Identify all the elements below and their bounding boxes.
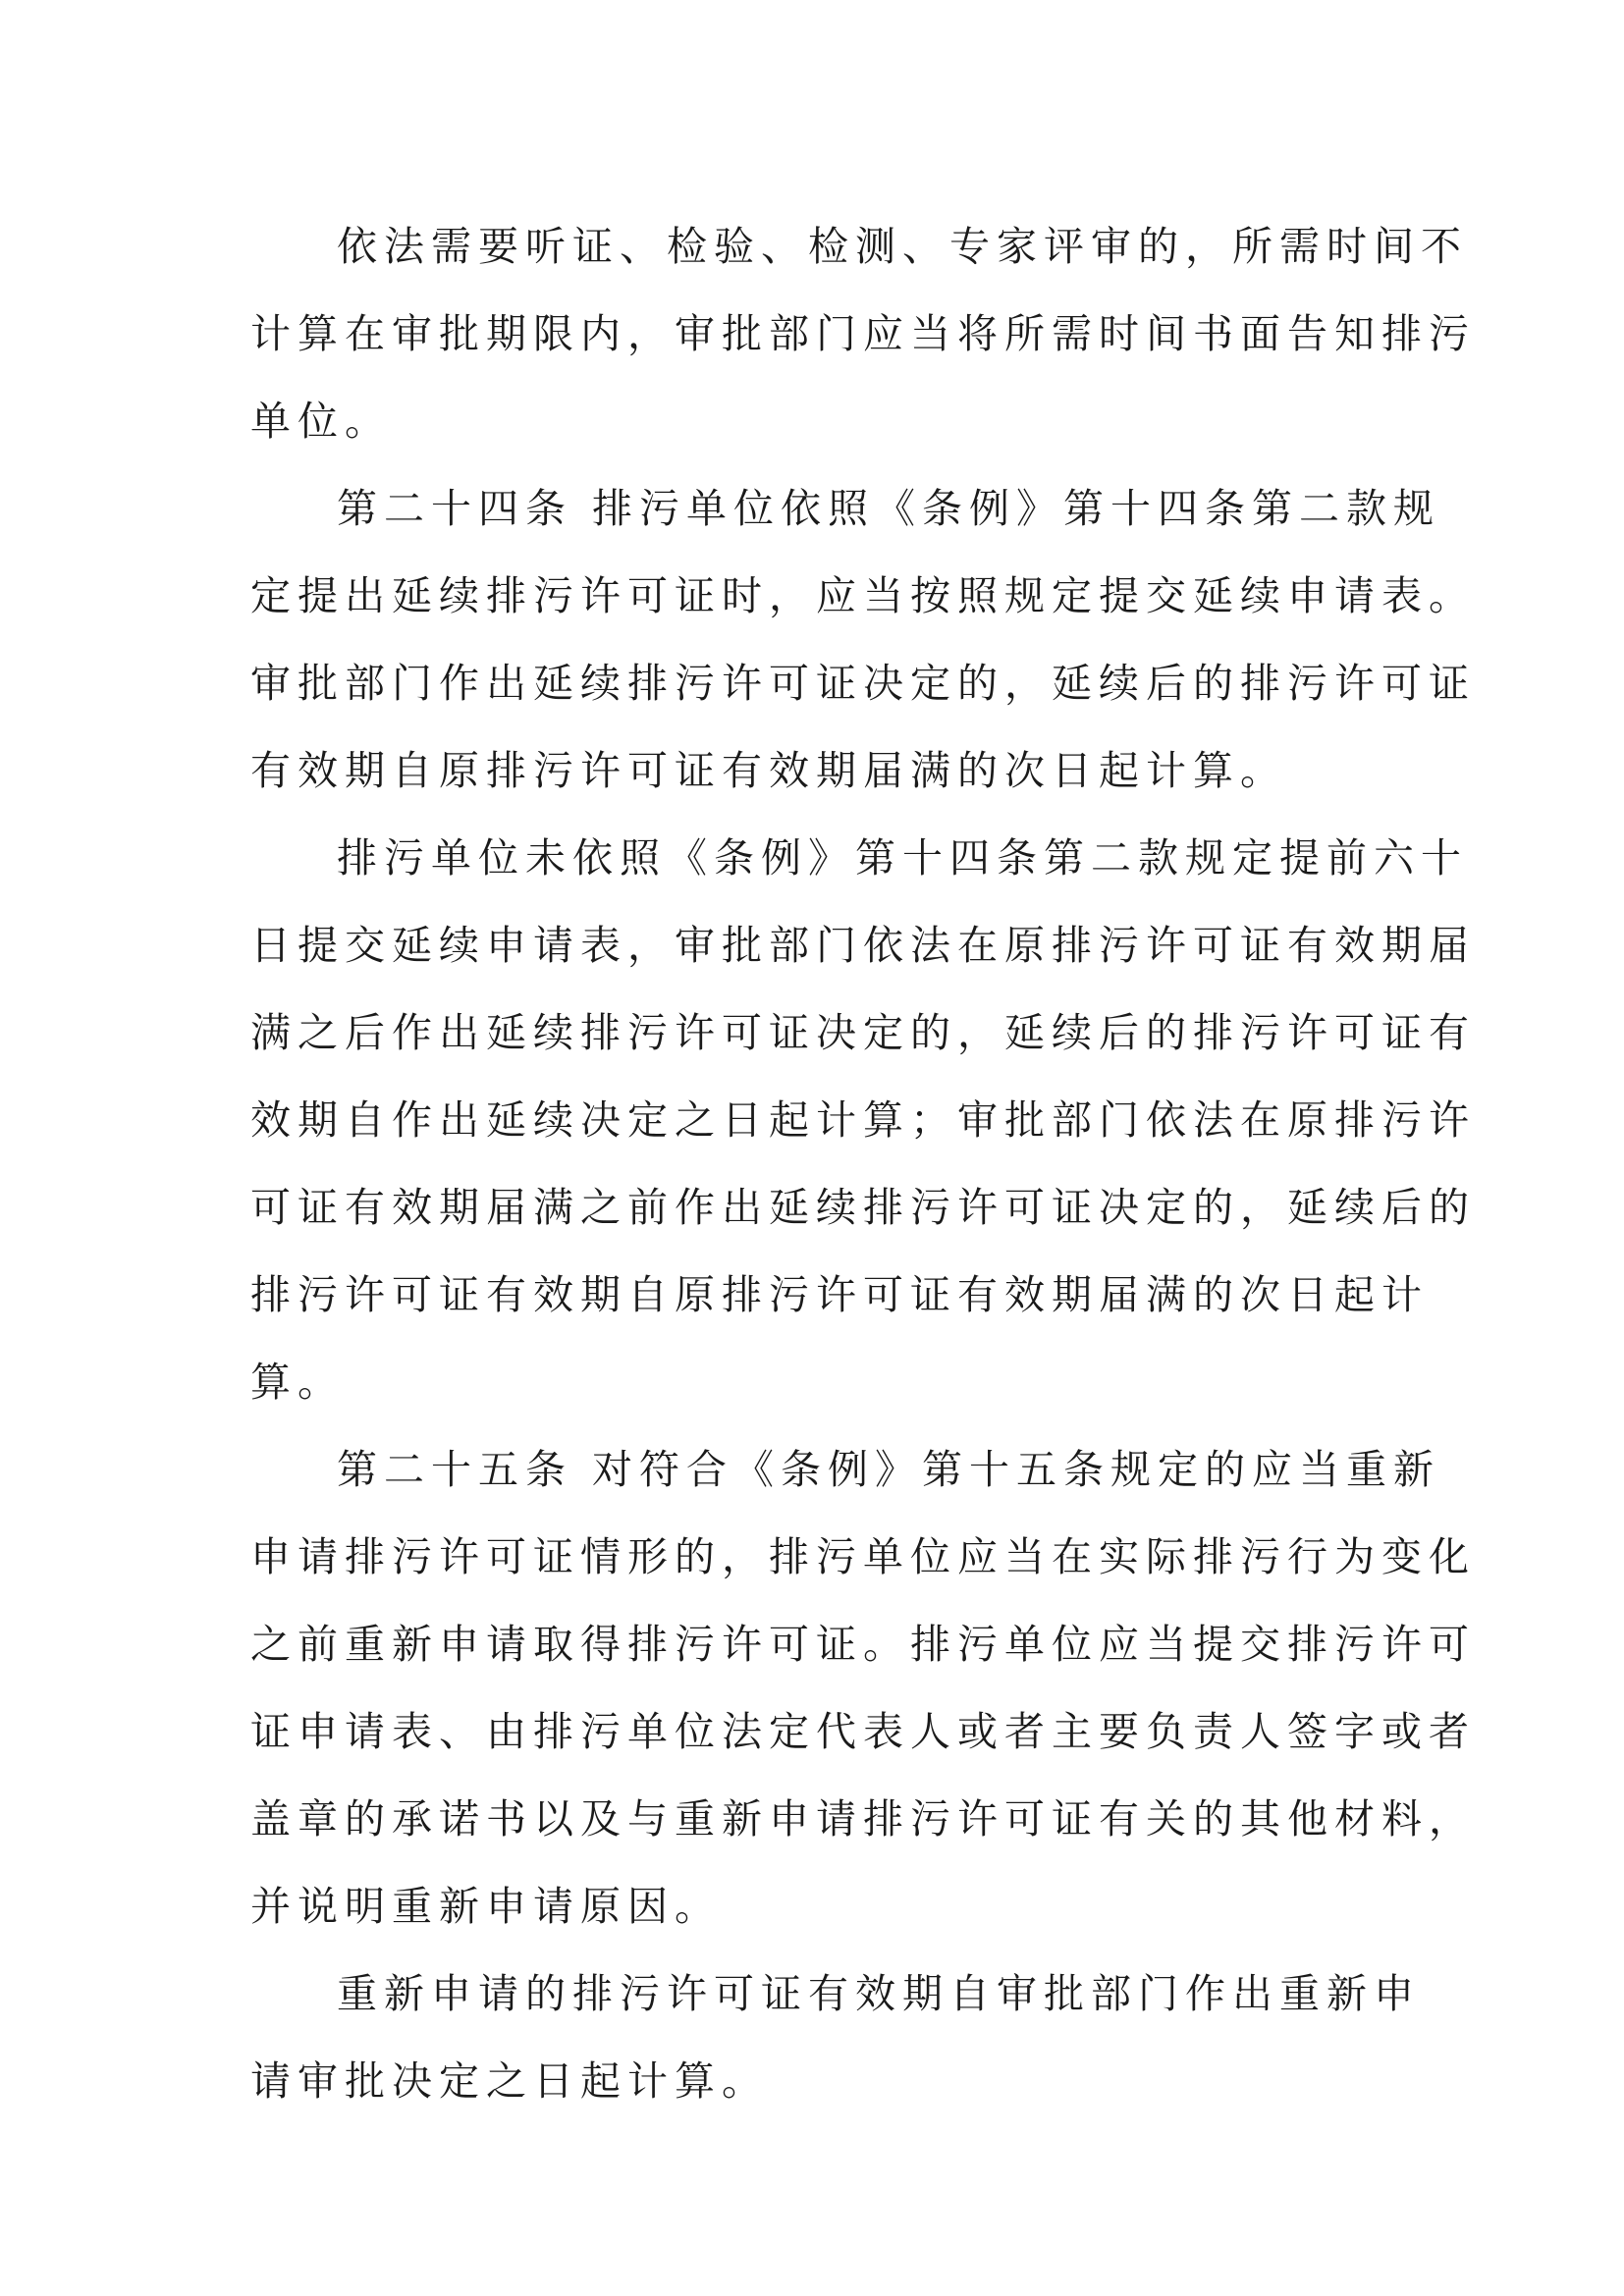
text-line: 定提出延续排污许可证时，应当按照规定提交延续申请表。	[250, 572, 1476, 619]
article-24-heading-line: 第二十四条 排污单位依照《条例》第十四条第二款规	[337, 485, 1441, 532]
text-line: 申请排污许可证情形的，排污单位应当在实际排污行为变化	[250, 1533, 1476, 1580]
article-25-heading-line: 第二十五条 对符合《条例》第十五条规定的应当重新	[337, 1446, 1441, 1493]
text-line: 重新申请的排污许可证有效期自审批部门作出重新申	[337, 1970, 1421, 2017]
text-line: 请审批决定之日起计算。	[250, 2057, 769, 2105]
text-line: 计算在审批期限内，审批部门应当将所需时间书面告知排污	[250, 310, 1476, 357]
text-line: 单位。	[250, 398, 392, 445]
text-line: 算。	[250, 1359, 345, 1406]
text-line: 审批部门作出延续排污许可证决定的，延续后的排污许可证	[250, 660, 1476, 707]
text-line: 满之后作出延续排污许可证决定的，延续后的排污许可证有	[250, 1009, 1476, 1056]
text-line: 日提交延续申请表，审批部门依法在原排污许可证有效期届	[250, 922, 1476, 969]
text-line: 证申请表、由排污单位法定代表人或者主要负责人签字或者	[250, 1708, 1476, 1755]
text-line: 排污许可证有效期自原排污许可证有效期届满的次日起计	[250, 1271, 1429, 1318]
text-line: 盖章的承诺书以及与重新申请排污许可证有关的其他材料，	[250, 1795, 1476, 1842]
text-line: 有效期自原排污许可证有效期届满的次日起计算。	[250, 747, 1287, 794]
text-line: 依法需要听证、检验、检测、专家评审的，所需时间不	[337, 223, 1468, 270]
text-line: 效期自作出延续决定之日起计算；审批部门依法在原排污许	[250, 1096, 1476, 1144]
text-line: 可证有效期届满之前作出延续排污许可证决定的，延续后的	[250, 1184, 1476, 1231]
text-line: 排污单位未依照《条例》第十四条第二款规定提前六十	[337, 834, 1468, 881]
text-line: 之前重新申请取得排污许可证。排污单位应当提交排污许可	[250, 1621, 1476, 1668]
text-line: 并说明重新申请原因。	[250, 1883, 722, 1930]
